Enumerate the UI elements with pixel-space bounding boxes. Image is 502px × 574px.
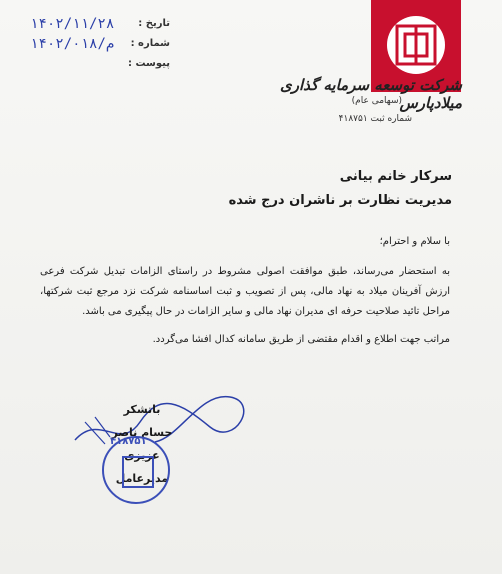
registration-number: شماره ثبت ۴۱۸۷۵۱: [338, 114, 412, 124]
recipient: [229, 165, 452, 213]
date-value: ۱۴۰۲/۱۱/۲۸: [30, 16, 115, 32]
recipient-department: مدیریت نظارت بر ناشران درج شده: [228, 193, 452, 208]
letter-meta: [115, 14, 170, 74]
body-paragraph-2: مراتب جهت اطلاع و اقدام مقتضی از طریق سامانه کدال افشا می‌گردد.: [152, 334, 450, 345]
body-paragraph-1: به استحضار می‌رساند، طبق موافقت اصولی مشروط در راستای الزامات تبدیل شرکت فرعی ارزش آفرینان میلاد به نهاد مالی، پس از تصویب و ثبت اساسنامه شرکت نزد مرجع ثبت شرکتها، مراحل تائید صلاحیت حرفه ای مدیران نهاد مالی و سایر الزامات در حال پیگیری می باشد.: [40, 266, 450, 317]
recipient-name: سرکار خانم بیانی: [339, 169, 452, 184]
number-label: شماره :: [130, 38, 170, 49]
date-label: تاریخ :: [138, 18, 170, 29]
company-name: شرکت توسعه سرمایه گذاری میلادپارس: [280, 76, 462, 112]
number-value: ۱۴۰۲/م/۰۱۸: [30, 36, 115, 52]
greeting: با سلام و احترام؛: [379, 236, 450, 247]
stamp-number: ۴۱۸۷۵۱: [110, 436, 147, 447]
logo-emblem: [387, 16, 445, 74]
signer-name: حسام ناصر عزیزی: [111, 426, 173, 462]
signer-title: مدیرعامل: [115, 472, 169, 485]
company-type: (سهامی عام): [351, 96, 402, 106]
attachment-label: پیوست :: [127, 58, 170, 69]
stamp-emblem: [122, 456, 154, 488]
closing-thanks: باتشکر: [123, 403, 161, 416]
